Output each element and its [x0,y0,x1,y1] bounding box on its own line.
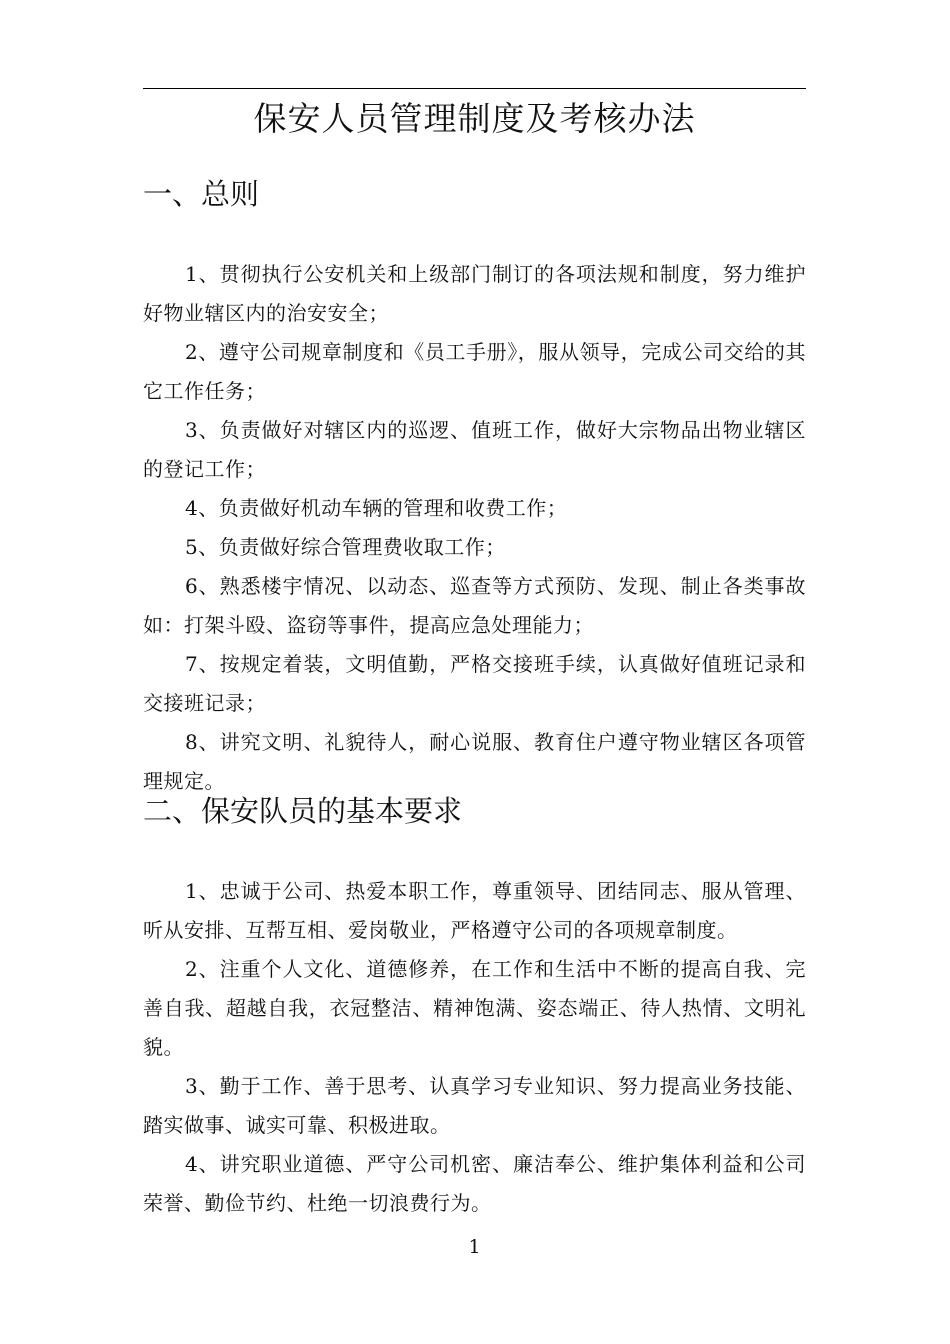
paragraph: 6、熟悉楼宇情况、以动态、巡查等方式预防、发现、制止各类事故如：打架斗殴、盗窃等事件，提高应急处理能力； [143,574,806,637]
paragraph: 1、贯彻执行公安机关和上级部门制订的各项法规和制度，努力维护好物业辖区内的治安安全； [143,262,806,325]
page-number: 1 [468,1236,481,1258]
paragraph: 1、忠诚于公司、热爱本职工作，尊重领导、团结同志、服从管理、听从安排、互帮互相、爱岗敬业，严格遵守公司的各项规章制度。 [143,879,806,942]
paragraph: 2、遵守公司规章制度和《员工手册》，服从领导，完成公司交给的其它工作任务； [143,340,806,403]
paragraph: 4、负责做好机动车辆的管理和收费工作； [185,496,568,520]
paragraph: 2、注重个人文化、道德修养，在工作和生活中不断的提高自我、完善自我、超越自我，衣冠整洁、精神饱满、姿态端正、待人热情、文明礼貌。 [143,957,806,1059]
section-body-general [143,255,806,801]
paragraph: 8、讲究文明、礼貌待人，耐心说服、教育住户遵守物业辖区各项管理规定。 [143,730,806,793]
document-title: 保安人员管理制度及考核办法 [253,99,696,138]
paragraph: 3、负责做好对辖区内的巡逻、值班工作，做好大宗物品出物业辖区的登记工作； [143,418,806,481]
paragraph: 5、负责做好综合管理费收取工作； [185,535,506,559]
section-heading-requirements: 二、保安队员的基本要求 [143,794,463,828]
header-rule [143,88,806,89]
paragraph: 7、按规定着装，文明值勤，严格交接班手续，认真做好值班记录和交接班记录； [143,652,806,715]
section-heading-general: 一、总则 [143,177,260,211]
section-body-requirements [143,872,806,1223]
paragraph: 3、勤于工作、善于思考、认真学习专业知识、努力提高业务技能、踏实做事、诚实可靠、积极进取。 [143,1074,806,1137]
paragraph: 4、讲究职业道德、严守公司机密、廉洁奉公、维护集体利益和公司荣誉、勤俭节约、杜绝一切浪费行为。 [143,1152,806,1215]
